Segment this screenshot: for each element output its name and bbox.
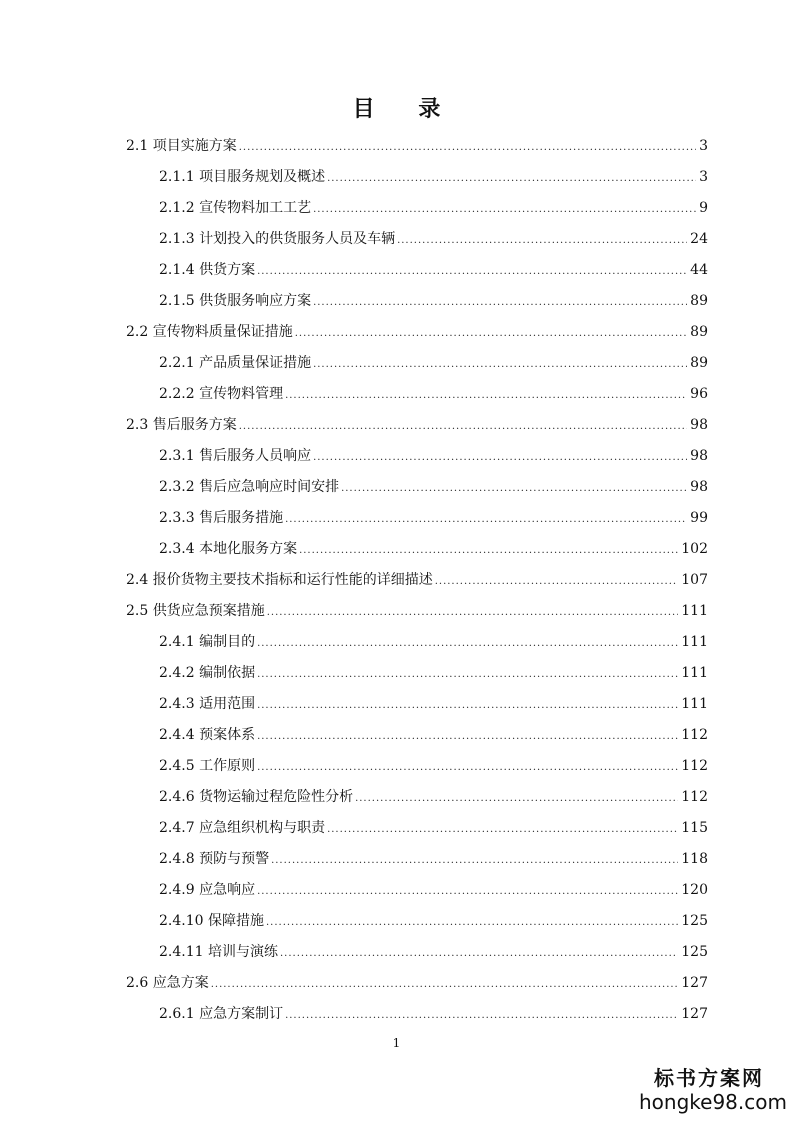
toc-leader-dots: [313, 194, 696, 225]
toc-entry[interactable]: [126, 937, 708, 968]
toc-entry[interactable]: [126, 689, 708, 720]
toc-leader-dots: [266, 907, 678, 938]
toc-leader-dots: [257, 876, 678, 907]
toc-entry-label: 2.1.5 供货服务响应方案: [159, 293, 312, 309]
toc-leader-dots: [313, 349, 687, 380]
toc-entry[interactable]: [126, 534, 708, 565]
toc-entry[interactable]: [126, 906, 708, 937]
toc-entry-label: 2.2 宣传物料质量保证措施: [126, 324, 293, 340]
toc-entry-label: 2.6.1 应急方案制订: [159, 1006, 284, 1022]
toc-entry-page: 127: [681, 1006, 708, 1022]
toc-entry-page: 111: [681, 603, 708, 619]
toc-leader-dots: [327, 163, 696, 194]
toc-entry-label: 2.3.4 本地化服务方案: [159, 541, 298, 557]
toc-entry-page: 89: [690, 355, 708, 371]
toc-entry[interactable]: [126, 782, 708, 813]
toc-entry[interactable]: [126, 627, 708, 658]
toc-entry-page: 9: [699, 200, 708, 216]
toc-entry[interactable]: [126, 286, 708, 317]
toc-leader-dots: [257, 721, 678, 752]
toc-entry[interactable]: [126, 441, 708, 472]
toc-leader-dots: [341, 473, 687, 504]
toc-leader-dots: [313, 442, 687, 473]
toc-leader-dots: [285, 1000, 678, 1031]
toc-entry-page: 44: [690, 262, 708, 278]
toc-entry-page: 107: [681, 572, 708, 588]
toc-entry-page: 98: [690, 417, 708, 433]
toc-entry-page: 102: [681, 541, 708, 557]
toc-entry[interactable]: [126, 193, 708, 224]
toc-entry[interactable]: [126, 348, 708, 379]
toc-leader-dots: [257, 659, 678, 690]
toc-entry-label: 2.4.9 应急响应: [159, 882, 256, 898]
toc-entry-label: 2.3.1 售后服务人员响应: [159, 448, 312, 464]
toc-entry-label: 2.5 供货应急预案措施: [126, 603, 265, 619]
toc-entry-page: 112: [681, 789, 708, 805]
toc-entry-label: 2.4.8 预防与预警: [159, 851, 270, 867]
watermark-name: 标书方案网: [654, 1066, 764, 1090]
toc-entry[interactable]: [126, 317, 708, 348]
toc-entry-label: 2.2.2 宣传物料管理: [159, 386, 284, 402]
toc-entry-page: 115: [681, 820, 708, 836]
toc-leader-dots: [313, 287, 687, 318]
toc-entry-page: 89: [690, 324, 708, 340]
toc-entry-page: 24: [690, 231, 708, 247]
toc-entry[interactable]: [126, 658, 708, 689]
toc-entry-page: 111: [681, 665, 708, 681]
toc-entry-page: 99: [690, 510, 708, 526]
toc-entry-page: 118: [681, 851, 708, 867]
toc-entry[interactable]: [126, 875, 708, 906]
toc-entry-page: 98: [690, 448, 708, 464]
toc-entry[interactable]: [126, 844, 708, 875]
toc-entry-label: 2.1 项目实施方案: [126, 138, 237, 154]
toc-entry[interactable]: [126, 565, 708, 596]
toc-entry-label: 2.4.2 编制依据: [159, 665, 256, 681]
document-title: 目 录: [352, 96, 459, 122]
table-of-contents: [126, 131, 708, 1030]
toc-entry-page: 111: [681, 634, 708, 650]
toc-entry-label: 2.1.1 项目服务规划及概述: [159, 169, 326, 185]
toc-leader-dots: [355, 783, 678, 814]
toc-leader-dots: [285, 380, 687, 411]
toc-entry[interactable]: [126, 224, 708, 255]
toc-entry[interactable]: [126, 999, 708, 1030]
toc-leader-dots: [295, 318, 687, 349]
toc-leader-dots: [285, 504, 687, 535]
toc-entry[interactable]: [126, 162, 708, 193]
toc-entry-label: 2.4 报价货物主要技术指标和运行性能的详细描述: [126, 572, 433, 588]
toc-entry-page: 125: [681, 944, 708, 960]
toc-leader-dots: [257, 690, 678, 721]
toc-leader-dots: [435, 566, 679, 597]
toc-entry-page: 98: [690, 479, 708, 495]
toc-entry-label: 2.4.5 工作原则: [159, 758, 256, 774]
watermark-url: hongke98.com: [639, 1090, 787, 1114]
toc-leader-dots: [271, 845, 678, 876]
toc-entry[interactable]: [126, 472, 708, 503]
toc-entry-label: 2.1.4 供货方案: [159, 262, 256, 278]
toc-entry[interactable]: [126, 720, 708, 751]
toc-entry[interactable]: [126, 596, 708, 627]
toc-entry[interactable]: [126, 410, 708, 441]
toc-entry-label: 2.3.3 售后服务措施: [159, 510, 284, 526]
toc-entry-label: 2.4.3 适用范围: [159, 696, 256, 712]
toc-entry-label: 2.4.1 编制目的: [159, 634, 256, 650]
toc-entry-label: 2.3 售后服务方案: [126, 417, 237, 433]
toc-leader-dots: [257, 628, 678, 659]
toc-entry[interactable]: [126, 131, 708, 162]
toc-entry-page: 112: [681, 758, 708, 774]
toc-entry-label: 2.3.2 售后应急响应时间安排: [159, 479, 340, 495]
toc-leader-dots: [267, 597, 679, 628]
toc-entry-label: 2.4.6 货物运输过程危险性分析: [159, 789, 354, 805]
toc-entry-page: 125: [681, 913, 708, 929]
toc-leader-dots: [211, 969, 679, 1000]
toc-leader-dots: [327, 814, 678, 845]
toc-entry-page: 111: [681, 696, 708, 712]
toc-entry-label: 2.2.1 产品质量保证措施: [159, 355, 312, 371]
toc-entry-page: 3: [699, 169, 708, 185]
toc-leader-dots: [299, 535, 678, 566]
toc-entry[interactable]: [126, 379, 708, 410]
toc-entry[interactable]: [126, 503, 708, 534]
toc-entry-label: 2.4.7 应急组织机构与职责: [159, 820, 326, 836]
toc-leader-dots: [280, 938, 678, 969]
toc-entry-label: 2.4.11 培训与演练: [159, 944, 278, 960]
toc-entry-label: 2.1.3 计划投入的供货服务人员及车辆: [159, 231, 396, 247]
toc-entry-label: 2.6 应急方案: [126, 975, 209, 991]
toc-entry-page: 127: [681, 975, 708, 991]
toc-entry-page: 112: [681, 727, 708, 743]
toc-entry-page: 96: [690, 386, 708, 402]
site-watermark: [639, 1066, 787, 1114]
toc-leader-dots: [239, 132, 696, 163]
toc-entry[interactable]: [126, 813, 708, 844]
toc-entry-label: 2.1.2 宣传物料加工工艺: [159, 200, 312, 216]
page-number: 1: [392, 1036, 401, 1050]
toc-leader-dots: [257, 752, 678, 783]
toc-leader-dots: [257, 256, 687, 287]
toc-entry-label: 2.4.4 预案体系: [159, 727, 256, 743]
toc-entry-page: 89: [690, 293, 708, 309]
toc-leader-dots: [397, 225, 687, 256]
toc-leader-dots: [239, 411, 687, 442]
toc-entry[interactable]: [126, 751, 708, 782]
toc-entry-label: 2.4.10 保障措施: [159, 913, 264, 929]
toc-entry-page: 3: [699, 138, 708, 154]
toc-entry[interactable]: [126, 968, 708, 999]
toc-entry[interactable]: [126, 255, 708, 286]
toc-entry-page: 120: [681, 882, 708, 898]
